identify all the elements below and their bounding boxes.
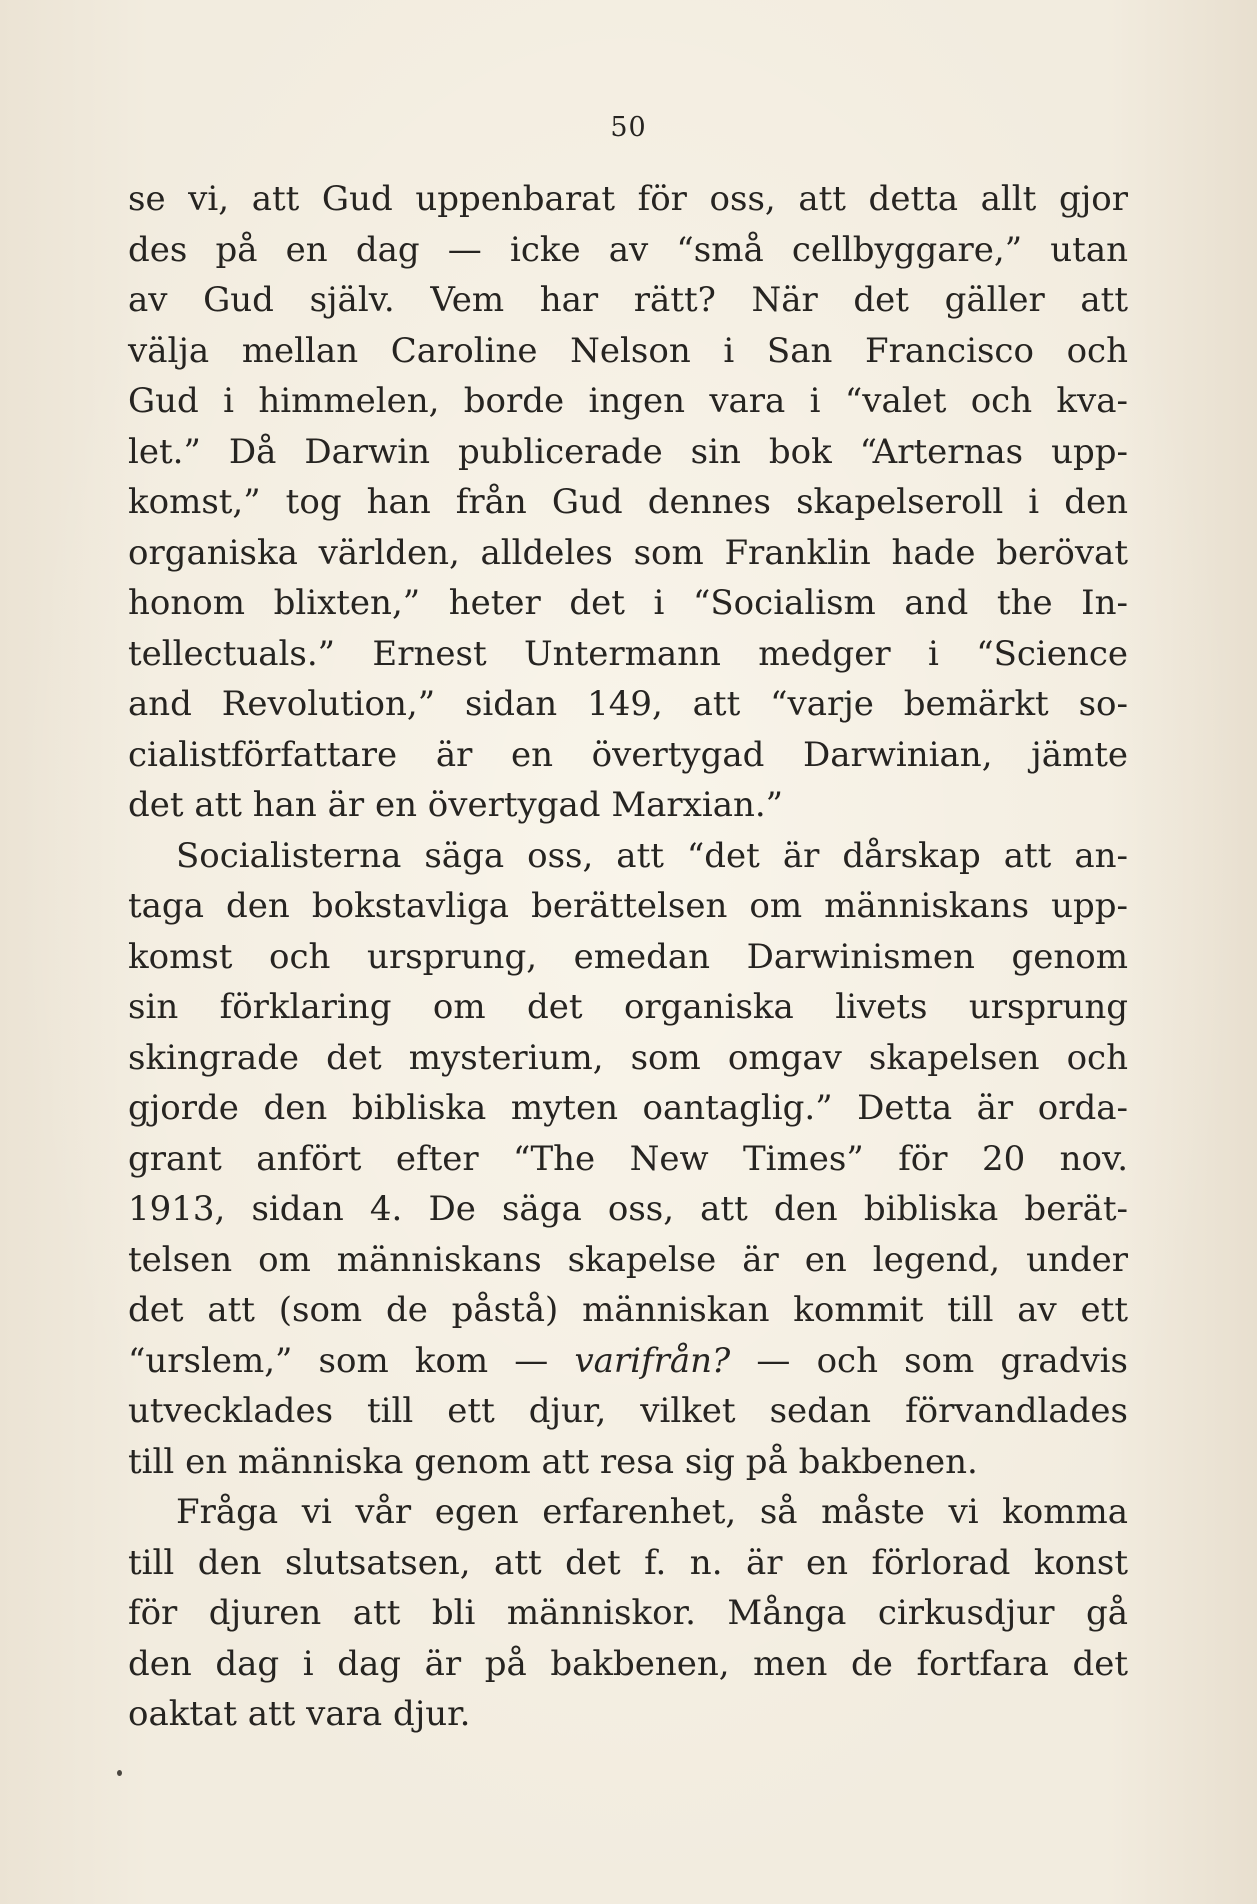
text-line: 1913, sidan 4. De säga oss, att den bibliska berät- (128, 1189, 1128, 1229)
text-line: komst,” tog han från Gud dennes skapelseroll i den (128, 482, 1128, 522)
text-line: cialistförfattare är en övertygad Darwinian, jämte (128, 734, 1128, 775)
text-line: grant anfört efter “The New Times” för 20 nov. (128, 1138, 1128, 1179)
text-line: Gud i himmelen, borde ingen vara i “valet och kva- (128, 381, 1128, 421)
text-line: honom blixten,” heter det i “Socialism and the In- (128, 583, 1128, 623)
ink-speck (117, 1770, 122, 1776)
em-dash: — (514, 1340, 549, 1381)
text-line: organiska världen, alldeles som Franklin hade berövat (128, 532, 1128, 573)
body-text (128, 174, 1128, 1740)
text-line: det att (som de påstå) människan kommit till av ett (128, 1290, 1128, 1330)
text-line: and Revolution,” sidan 149, att “varje bemärkt so- (128, 684, 1128, 724)
text-line: för djuren att bli människor. Många cirkusdjur gå (128, 1593, 1128, 1633)
text-line: gjorde den bibliska myten oantaglig.” Detta är orda- (128, 1088, 1128, 1128)
text-line: oaktat att vara djur. (128, 1694, 471, 1734)
text-line: sin förklaring om det organiska livets ursprung (128, 987, 1128, 1027)
em-dash: — (447, 229, 482, 270)
text-line: Fråga vi vår egen erfarenhet, så måste vi komma (176, 1492, 1128, 1532)
text-line: skingrade det mysterium, som omgav skapelsen och (128, 1037, 1128, 1078)
text-line: se vi, att Gud uppenbarat för oss, att detta allt gjor (128, 179, 1128, 219)
text-line: det att han är en övertygad Marxian.” (128, 785, 784, 825)
em-dash: — (756, 1340, 791, 1381)
text-line: telsen om människans skapelse är en legend, under (128, 1239, 1128, 1280)
page-number: 50 (610, 112, 647, 143)
text-line: utvecklades till ett djur, vilket sedan förvandlades (128, 1391, 1128, 1431)
text-line (128, 1336, 1128, 1387)
text-line: komst och ursprung, emedan Darwinismen genom (128, 936, 1128, 977)
text-segment: icke av “små cellbyggare,” utan (509, 229, 1128, 270)
text-line: Socialisterna säga oss, att “det är dårskap att an- (176, 835, 1128, 876)
text-line: till den slutsatsen, att det f. n. är en förlorad konst (128, 1542, 1128, 1583)
text-segment: och som gradvis (816, 1340, 1128, 1381)
text-line: välja mellan Caroline Nelson i San Francisco och (128, 330, 1128, 371)
text-line: den dag i dag är på bakbenen, men de fortfara det (128, 1643, 1128, 1684)
text-line: av Gud själv. Vem har rätt? När det gäller att (128, 280, 1128, 320)
text-line: tellectuals.” Ernest Untermann medger i “Science (128, 633, 1128, 674)
text-line: let.” Då Darwin publicerade sin bok “Arternas upp- (128, 431, 1128, 472)
text-segment: “urslem,” som kom (128, 1340, 489, 1381)
italic-text: varifrån? (574, 1340, 731, 1381)
text-segment: des på en dag (128, 229, 420, 270)
text-line: taga den bokstavliga berättelsen om människans upp- (128, 886, 1128, 926)
text-line (128, 225, 1128, 276)
text-line: till en människa genom att resa sig på bakbenen. (128, 1441, 978, 1482)
